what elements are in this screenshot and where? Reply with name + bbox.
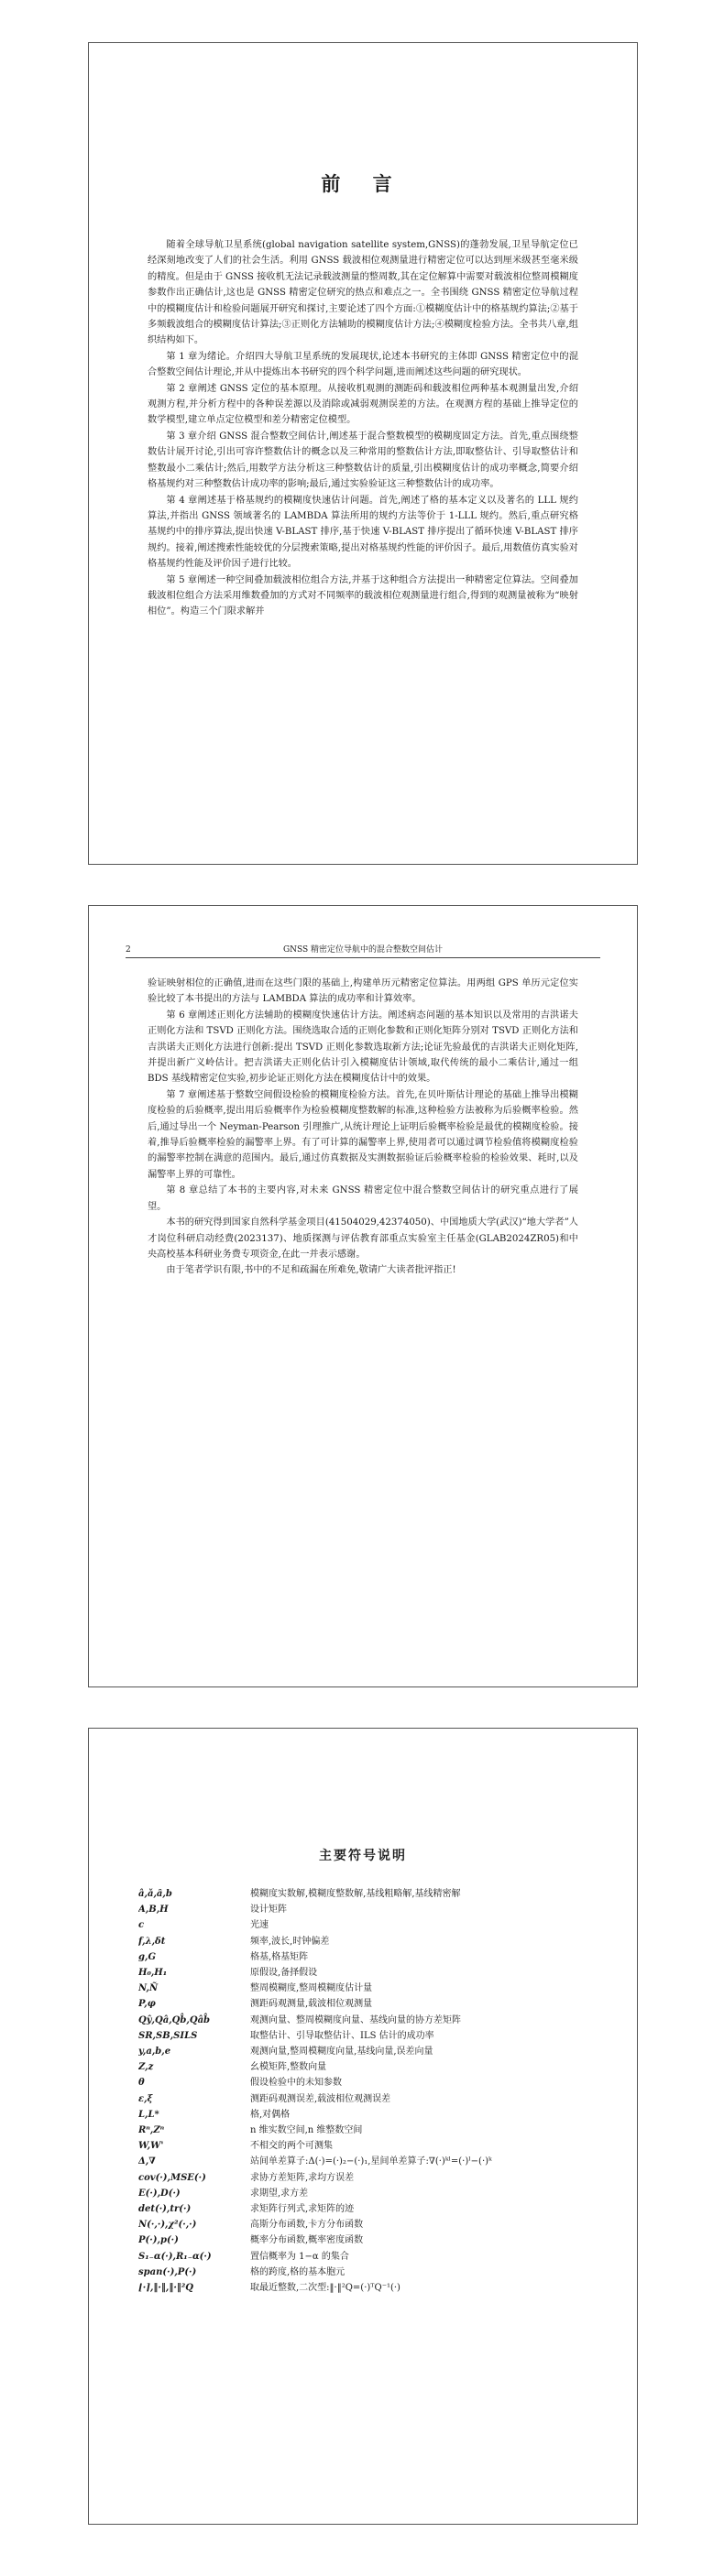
symbol-row xyxy=(138,2265,600,2280)
symbol-notation: P(·),p(·) xyxy=(138,2235,179,2246)
symbol-description: 观测向量、整周模糊度向量、基线向量的协方差矩阵 xyxy=(250,2014,461,2025)
symbol-row xyxy=(138,1917,600,1933)
symbol-description: 不相交的两个可测集 xyxy=(250,2141,333,2152)
preface-paragraph-8: 第 6 章阐述正则化方法辅助的模糊度快速估计方法。阐述病态问题的基本知识以及常用的吉洪诺夫正则化方法和 TSVD 正则化方法。围绕选取合适的正则化参数和正则化矩阵分别对 TSVD 正则化方法和吉洪诺夫正则化方法进行创新:提出 TSVD 正则化参数选取新方法;论证先验最优的吉洪诺夫正则化矩阵,并提出新广义岭估计。把吉洪诺夫正则化估计引入模糊度估计领域,取代传统的最小二乘估计,通过一组 BDS 基线精密定位实验,初步论证正则化方法在模糊度估计中的效果。 xyxy=(148,1010,578,1085)
symbol-row xyxy=(138,1965,600,1981)
symbol-row xyxy=(138,2186,600,2201)
symbol-description: 站间单差算子:Δ(·)=(·)₂−(·)₁,星间单差算子:∇(·)ᵏˡ=(·)ˡ−(·)ᵏ xyxy=(250,2156,492,2167)
preface-paragraph-3: 第 2 章阐述 GNSS 定位的基本原理。从接收机观测的测距码和载波相位两种基本观测量出发,介绍观测方程,并分析方程中的各种误差源以及消除或减弱观测误差的方法。在观测方程的基础上推导定位的数学模型,建立单点定位模型和差分精密定位模型。 xyxy=(148,383,578,426)
preface-body-continued xyxy=(148,976,578,1279)
symbol-row xyxy=(138,1981,600,1996)
page-preface-continued xyxy=(88,905,638,1687)
symbol-row xyxy=(138,1902,600,1917)
symbol-description: 格的跨度,格的基本胞元 xyxy=(250,2266,346,2277)
symbol-notation: θ xyxy=(138,2078,145,2089)
page-preface xyxy=(88,42,638,865)
symbol-description: 测距码观测误差,载波相位观测误差 xyxy=(250,2093,391,2104)
symbol-row xyxy=(138,2028,600,2044)
symbol-row xyxy=(138,1886,600,1902)
symbol-notation: ⌊·⌉,‖·‖,‖·‖²Q xyxy=(138,2283,193,2294)
symbol-description: 原假设,备择假设 xyxy=(250,1968,318,1979)
symbol-notation: g,G xyxy=(138,1951,157,1962)
symbol-description: 光速 xyxy=(250,1920,269,1931)
symbol-description: 求协方差矩阵,求均方误差 xyxy=(250,2172,355,2183)
symbol-row xyxy=(138,2059,600,2075)
symbol-description: 高斯分布函数,卡方分布函数 xyxy=(250,2220,364,2231)
preface-paragraph-5: 第 4 章阐述基于格基规约的模糊度快速估计问题。首先,阐述了格的基本定义以及著名的 LLL 规约算法,并指出 GNSS 领域著名的 LAMBDA 算法所用的规约方法等价于 1-LLL 规约。然后,重点研究格基规约中的排序算法,提出快速 V-BLAST 排序,基于快速 V-BLAST 排序提出了循环快速 V-BLAST 排序规约。接着,阐述搜索性能较优的分层搜索策略,提出对格基规约性能的评价因子。最后,用数值仿真实验对格基规约性能及评价因子进行比较。 xyxy=(148,495,578,570)
symbol-row xyxy=(138,2075,600,2090)
symbol-notation: W,W' xyxy=(138,2141,164,2152)
preface-paragraph-7: 验证映射相位的正确值,进而在这些门限的基础上,构建单历元精密定位算法。用两组 GPS 单历元定位实验比较了本书提出的方法与 LAMBDA 算法的成功率和计算效率。 xyxy=(148,978,578,1005)
symbol-notation: L,L* xyxy=(138,2109,159,2120)
symbol-notation: Rⁿ,Zⁿ xyxy=(138,2125,165,2136)
preface-paragraph-9: 第 7 章阐述基于整数空间假设检验的模糊度检验方法。首先,在贝叶斯估计理论的基础上推导出模糊度检验的后验概率,提出用后验概率作为检验模糊度整数解的标准,这种检验方法被称为后验概率检验。然后,通过导出一个 Neyman-Pearson 引理推广,从统计理论上证明后验概率检验是最优的模糊度检验。接着,推导后验概率检验的漏警率上界。有了可计算的漏警率上界,使用者可以通过调节检验值将模糊度检验的漏警率控制在满意的范围内。最后,通过仿真数据及实测数据验证后验概率检验的检验效果、耗时,以及漏警率上界的可靠性。 xyxy=(148,1089,578,1180)
symbol-row xyxy=(138,2280,600,2296)
symbol-description: 求期望,求方差 xyxy=(250,2188,309,2199)
symbol-notation: span(·),P(·) xyxy=(138,2266,197,2277)
symbol-description: 测距码观测量,载波相位观测量 xyxy=(250,1999,373,2010)
symbol-description: 假设检验中的未知参数 xyxy=(250,2078,342,2089)
symbol-notation: Qŷ,Qâ,Qb̂,Qâb̂ xyxy=(138,2014,211,2025)
symbol-row xyxy=(138,2249,600,2265)
symbol-notation: A,B,H xyxy=(138,1905,169,1916)
preface-paragraph-12: 由于笔者学识有限,书中的不足和疏漏在所难免,敬请广大读者批评指正! xyxy=(166,1265,456,1276)
symbol-notation: N(·,·),χ²(·,·) xyxy=(138,2220,197,2231)
symbol-notation: det(·),tr(·) xyxy=(138,2204,192,2215)
symbol-description: 频率,波长,时钟偏差 xyxy=(250,1936,330,1947)
symbol-notation: Δ,∇ xyxy=(138,2156,156,2167)
preface-title: 前 言 xyxy=(321,172,405,195)
symbol-description: 求矩阵行列式,求矩阵的迹 xyxy=(250,2204,355,2215)
symbol-row xyxy=(138,2217,600,2232)
page-symbols xyxy=(88,1728,638,2525)
symbol-description: 取整估计、引导取整估计、ILS 估计的成功率 xyxy=(250,2030,434,2041)
symbol-row xyxy=(138,2232,600,2248)
symbol-notation: S₁₋α(·),R₁₋α(·) xyxy=(138,2251,212,2262)
symbol-row xyxy=(138,2138,600,2154)
symbol-row xyxy=(138,2170,600,2186)
symbol-description: 设计矩阵 xyxy=(250,1905,287,1916)
symbol-row xyxy=(138,2091,600,2107)
symbol-notation: SR,SB,SILS xyxy=(138,2030,198,2041)
symbol-description: 观测向量,整周模糊度向量,基线向量,误差向量 xyxy=(250,2047,433,2058)
symbol-row xyxy=(138,2107,600,2123)
symbol-notation: c xyxy=(138,1920,145,1931)
symbol-row xyxy=(138,1934,600,1949)
symbol-notation: y,a,b,e xyxy=(138,2047,171,2058)
preface-paragraph-11: 本书的研究得到国家自然科学基金项目(41504029,42374050)、中国地质大学(武汉)“地大学者”人才岗位科研启动经费(2023137)、地质探测与评估教育部重点实验室主任基金(GLAB2024ZR05)和中央高校基本科研业务费专项资金,在此一并表示感谢。 xyxy=(148,1217,578,1260)
symbol-row xyxy=(138,2013,600,2028)
symbol-description: 整周模糊度,整周模糊度估计量 xyxy=(250,1983,373,1994)
symbol-row xyxy=(138,2201,600,2217)
page-number: 2 xyxy=(126,945,131,955)
symbol-description: 取最近整数,二次型:‖·‖²Q=(·)ᵀQ⁻¹(·) xyxy=(250,2283,400,2294)
running-title: GNSS 精密定位导航中的混合整数空间估计 xyxy=(282,945,444,955)
symbol-description: 幺模矩阵,整数向量 xyxy=(250,2062,327,2073)
symbol-notation: H₀,H₁ xyxy=(138,1968,168,1979)
symbol-description: 格,对偶格 xyxy=(250,2109,291,2120)
symbol-row xyxy=(138,1949,600,1965)
symbol-row xyxy=(138,2123,600,2138)
symbol-notation: f,λ,δt xyxy=(138,1936,166,1947)
preface-paragraph-1: 随着全球导航卫星系统(global navigation satellite system,GNSS)的蓬勃发展,卫星导航定位已经深刻地改变了人们的社会生活。利用 GNSS 载波相位观测量进行精密定位可以达到厘米级甚至毫米级的精度。但是由于 GNSS 接收机无法记录载波测量的整周数,其在定位解算中需要对载波相位整周模糊度参数作出正确估计,这也是 GNSS 精密定位研究的热点和难点之一。全书围绕 GNSS 精密定位导航过程中的模糊度估计和检验问题展开研究和探讨,主要论述了四个方面:①模糊度估计中的格基规约算法;②基于多频载波组合的模糊度估计算法;③正则化方法辅助的模糊度估计方法;④模糊度检验方法。全书共八章,组织结构如下。 xyxy=(148,240,578,346)
running-header xyxy=(126,944,600,958)
symbol-description: 格基,格基矩阵 xyxy=(250,1951,309,1962)
symbol-notation: â,ǎ,ȃ,b xyxy=(138,1889,172,1899)
symbol-row xyxy=(138,2154,600,2169)
symbol-description: n 维实数空间,n 维整数空间 xyxy=(250,2125,363,2136)
preface-paragraph-10: 第 8 章总结了本书的主要内容,对未来 GNSS 精密定位中混合整数空间估计的研究重点进行了展望。 xyxy=(148,1185,578,1212)
symbols-title: 主要符号说明 xyxy=(319,1849,407,1863)
preface-paragraph-6: 第 5 章阐述一种空间叠加载波相位组合方法,并基于这种组合方法提出一种精密定位算法。空间叠加载波相位组合方法采用维数叠加的方式对不同频率的载波相位观测量进行组合,得到的观测量被称为“映射相位”。构造三个门限求解并 xyxy=(148,574,578,617)
symbol-notation: N,Ñ xyxy=(138,1983,159,1994)
symbol-notation: Z,z xyxy=(138,2062,154,2073)
preface-paragraph-4: 第 3 章介绍 GNSS 混合整数空间估计,阐述基于混合整数模型的模糊度固定方法。首先,重点围绕整数估计展开讨论,引出可容许整数估计的概念以及三种常用的整数估计方法,即取整估计、引导取整估计和整数最小二乘估计;然后,用数学方法分析这三种整数估计的质量,引出模糊度估计的成功率概念,简要介绍格基规约对三种整数估计成功率的影响;最后,通过实验验证这三种整数估计的成功率。 xyxy=(148,431,578,490)
symbol-notation: ε,ξ xyxy=(138,2093,153,2104)
preface-body xyxy=(148,237,578,620)
symbol-description: 模糊度实数解,模糊度整数解,基线粗略解,基线精密解 xyxy=(250,1889,461,1899)
symbol-row xyxy=(138,2044,600,2059)
symbol-row xyxy=(138,1996,600,2012)
symbol-notation: P,φ xyxy=(138,1999,156,2010)
symbol-notation: cov(·),MSE(·) xyxy=(138,2172,206,2183)
preface-paragraph-2: 第 1 章为绪论。介绍四大导航卫星系统的发展现状,论述本书研究的主体即 GNSS 精密定位中的混合整数空间估计理论,并从中提炼出本书研究的四个科学问题,进而阐述这些问题的研究现状。 xyxy=(148,351,578,378)
symbol-notation: E(·),D(·) xyxy=(138,2188,181,2199)
symbols-table xyxy=(138,1886,600,2296)
symbol-description: 概率分布函数,概率密度函数 xyxy=(250,2235,364,2246)
symbol-description: 置信概率为 1−α 的集合 xyxy=(250,2251,349,2262)
